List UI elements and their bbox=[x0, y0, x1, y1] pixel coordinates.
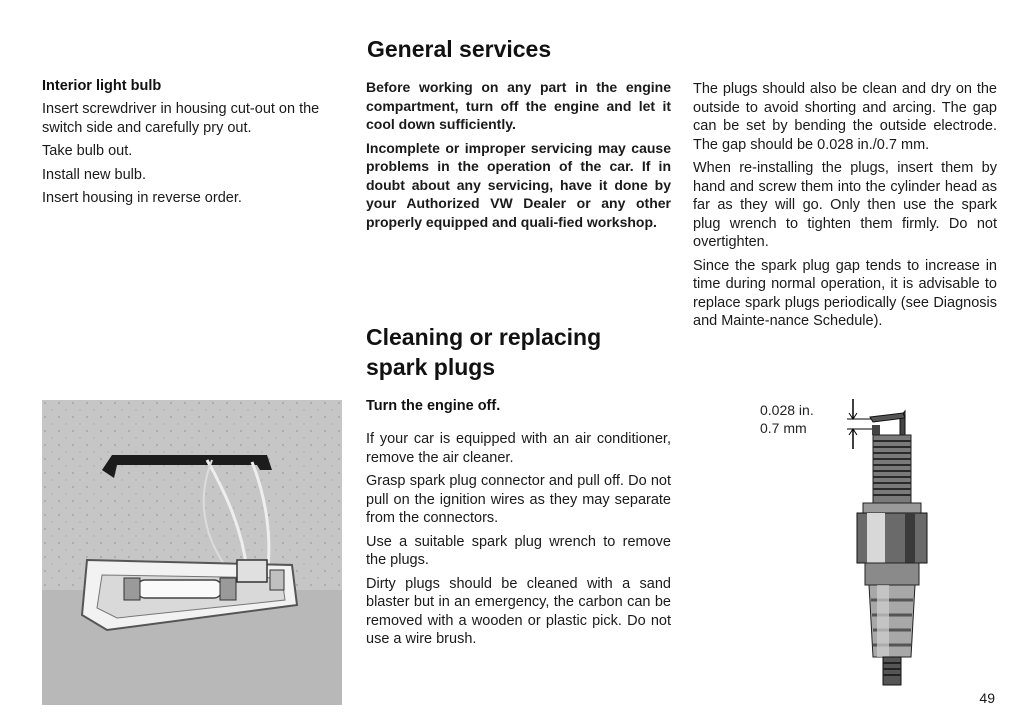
spark-plug-figure bbox=[755, 395, 955, 690]
interior-step: Insert housing in reverse order. bbox=[42, 190, 242, 206]
page-title: General services bbox=[367, 36, 552, 62]
warning-paragraph: Incomplete or improper servicing may cause problems in the operation of the car. If in doubt about any servicing, have it done by your Authorized VW Dealer or any other properly equipped and quali-fied workshop. bbox=[366, 139, 671, 230]
spark-plug-subheading: Turn the engine off. bbox=[366, 398, 501, 414]
page-number: 49 bbox=[979, 690, 995, 706]
gap-label-in: 0.028 in. bbox=[760, 402, 814, 418]
plug-maintenance-text bbox=[693, 80, 997, 336]
spark-paragraph: Dirty plugs should be cleaned with a sand blaster but in an emergency, the carbon can be removed with a wooden or plastic pick. Do not use a wire brush. bbox=[366, 575, 671, 647]
interior-step: Install new bulb. bbox=[42, 166, 146, 183]
col3-paragraph: When re-installing the plugs, insert them by hand and screw them into the cylinder head as far as they will go. Only then use the spark plug wrench to tighten them firmly. Do not overtighten. bbox=[693, 160, 997, 250]
spark-plug-drawing bbox=[755, 395, 955, 690]
spark-paragraph: Grasp spark plug connector and pull off. Do not pull on the ignition wires as they may separate from the connectors. bbox=[366, 473, 671, 526]
interior-light-heading: Interior light bulb bbox=[42, 78, 162, 94]
gap-label-mm: 0.7 mm bbox=[760, 420, 807, 436]
spark-paragraph: Use a suitable spark plug wrench to remove the plugs. bbox=[366, 533, 671, 568]
col3-paragraph: Since the spark plug gap tends to increase in time during normal operation, it is advisable to replace spark plugs periodically (see Diagnosis and Mainte-nance Schedule). bbox=[693, 257, 997, 329]
spark-paragraph: If your car is equipped with an air conditioner, remove the air cleaner. bbox=[366, 431, 671, 466]
col3-paragraph: The plugs should also be clean and dry on the outside to avoid shorting and arcing. The gap can be set by bending the outside electrode. The gap should be 0.028 in./0.7 mm. bbox=[693, 81, 997, 153]
interior-step: Take bulb out. bbox=[42, 143, 133, 159]
warning-paragraph: Before working on any part in the engine compartment, turn off the engine and let it cool down sufficiently. bbox=[366, 79, 671, 132]
interior-light-photo bbox=[42, 400, 342, 705]
spark-plug-section bbox=[366, 78, 671, 654]
spark-plug-heading: Cleaning or replacing spark plugs bbox=[366, 324, 602, 380]
interior-step: Insert screwdriver in housing cut-out on the switch side and carefully pry out. bbox=[42, 101, 320, 136]
interior-light-section bbox=[42, 78, 347, 213]
